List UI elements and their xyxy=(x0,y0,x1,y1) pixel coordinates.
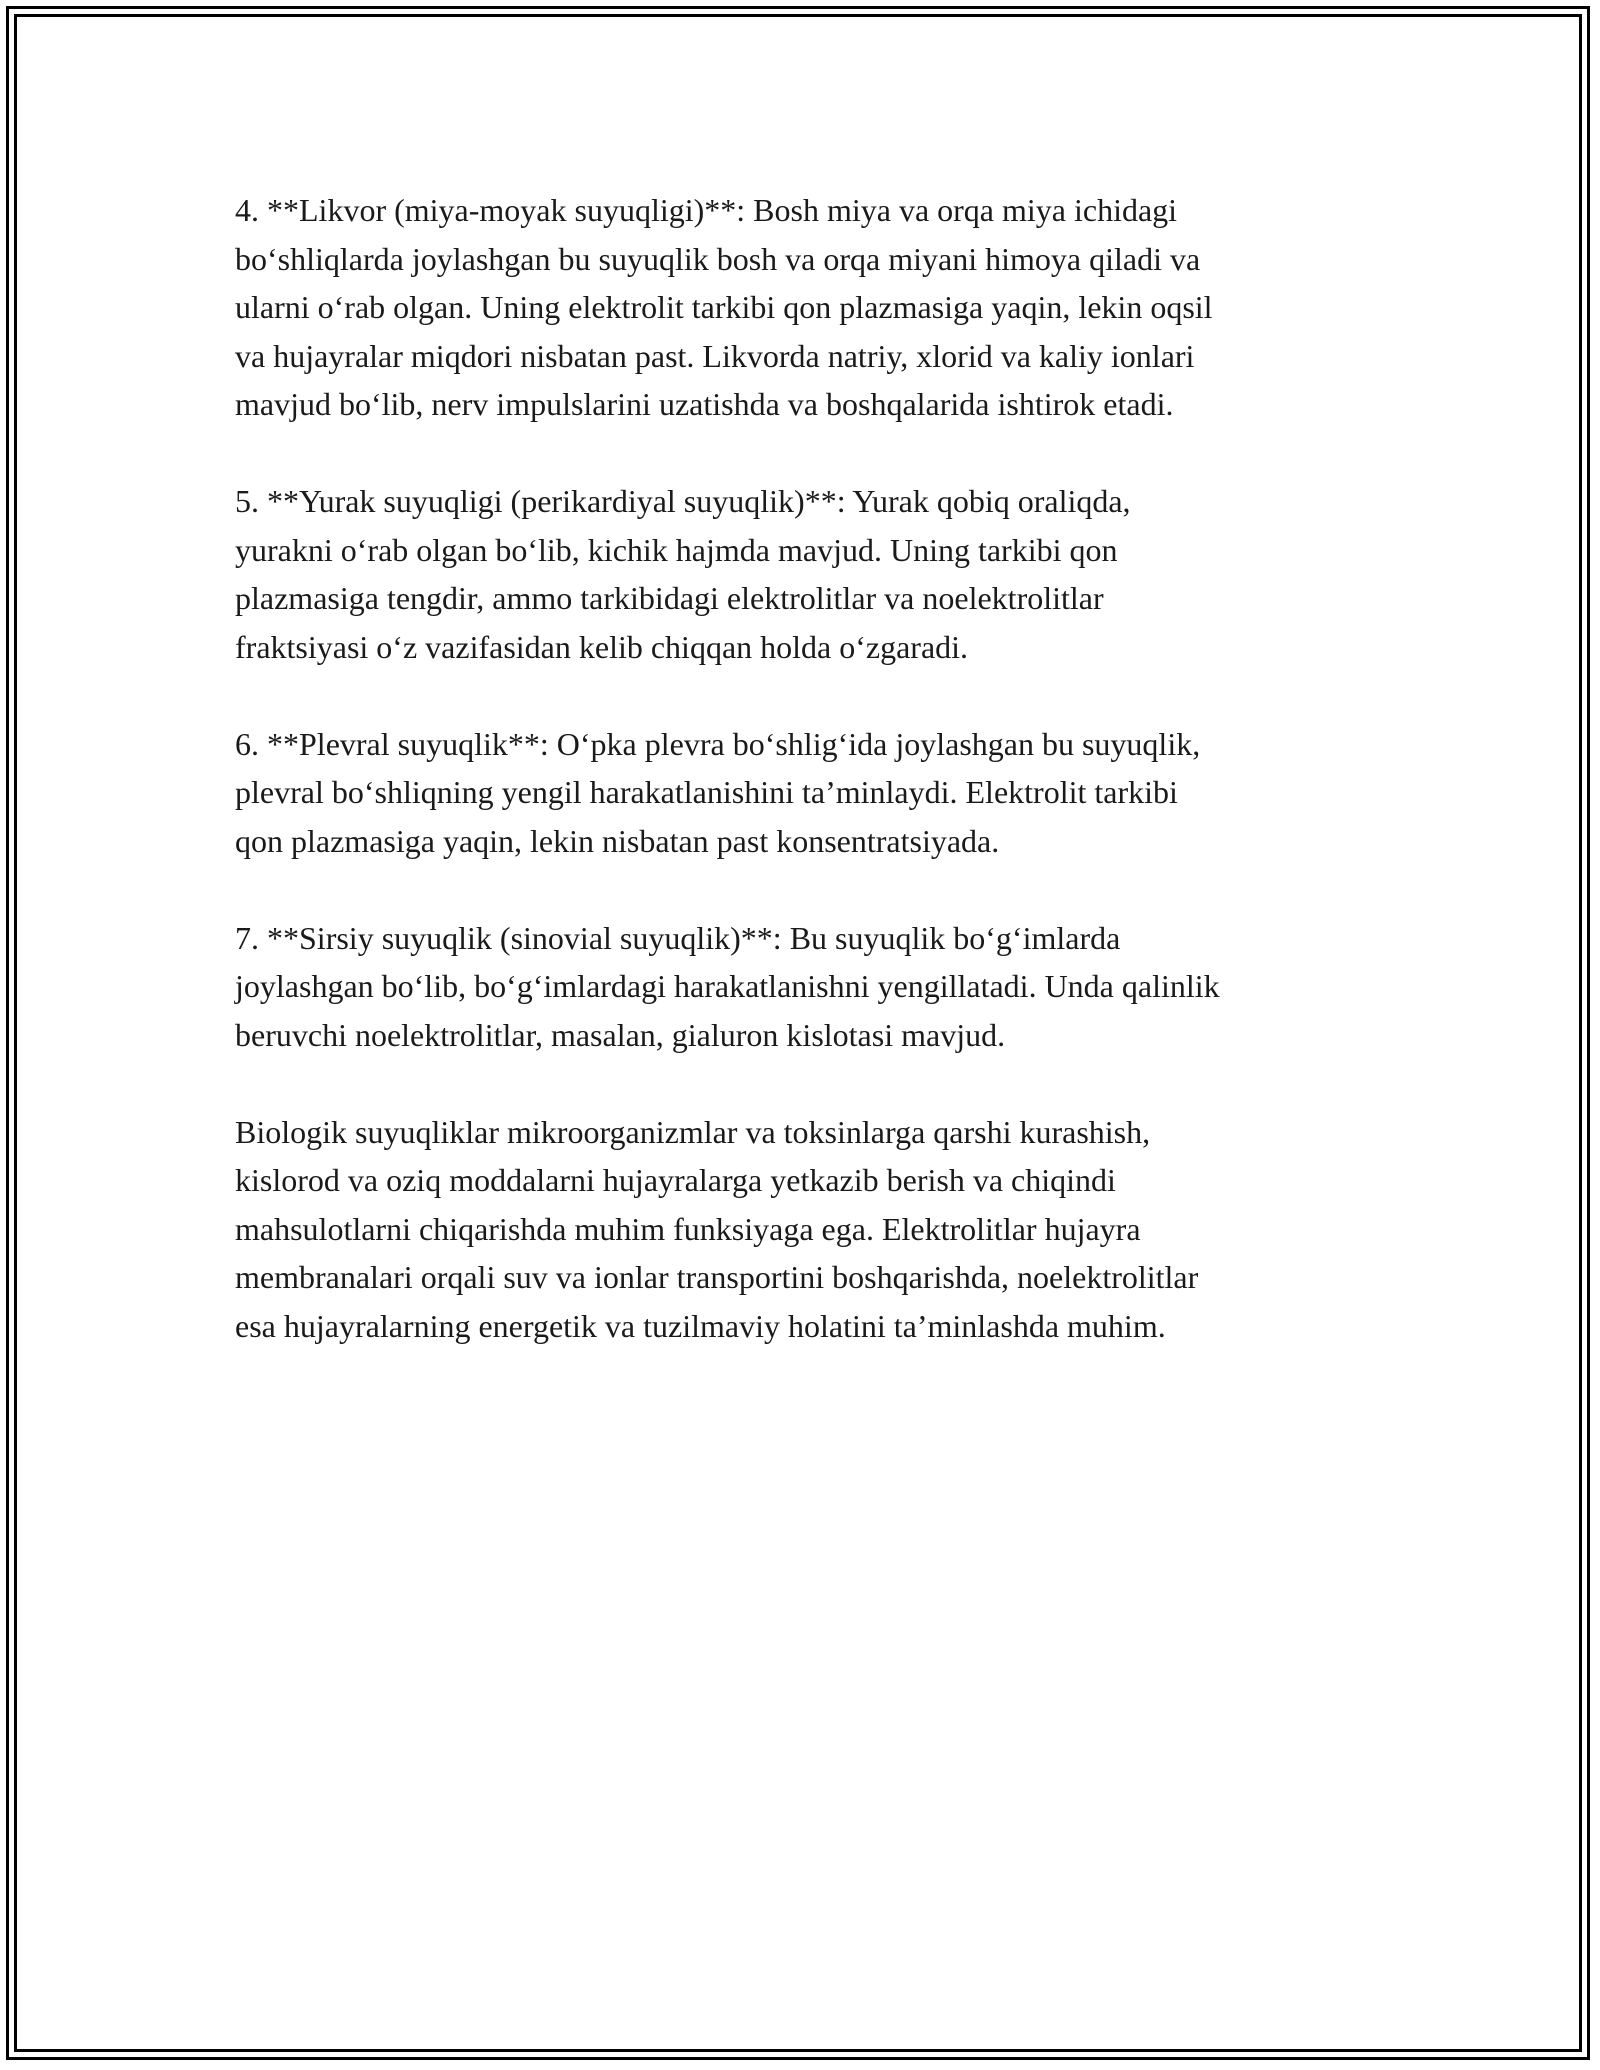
paragraph-likvor: 4. **Likvor (miya-moyak suyuqligi)**: Bosh miya va orqa miya ichidagi bo‘shliqlarda joylashgan bu suyuqlik bosh va orqa miyani himoya qiladi va ularni o‘rab olgan. Uning elektrolit tarkibi qon plazmasiga yaqin, lekin oqsil va hujayralar miqdori nisbatan past. Likvorda natriy, xlorid va kaliy ionlari mavjud bo‘lib, nerv impulslarini uzatishda va boshqalarida ishtirok etadi. xyxy=(235,192,1213,422)
paragraph-sinovial-suyuqlik: 7. **Sirsiy suyuqlik (sinovial suyuqlik)**: Bu suyuqlik bo‘g‘imlarda joylashgan bo‘lib, bo‘g‘imlardagi harakatlanishni yengillatadi. Unda qalinlik beruvchi noelektrolitlar, masalan, gialuron kislotasi mavjud. xyxy=(235,919,1220,1053)
document-body xyxy=(235,186,1375,1399)
paragraph-yurak-suyuqligi: 5. **Yurak suyuqligi (perikardiyal suyuqlik)**: Yurak qobiq oraliqda, yurakni o‘rab olgan bo‘lib, kichik hajmda mavjud. Uning tarkibi qon plazmasiga tengdir, ammo tarkibidagi elektrolitlar va noelektrolitlar fraktsiyasi o‘z vazifasidan kelib chiqqan holda o‘zgaradi. xyxy=(235,483,1131,665)
paragraph-plevral-suyuqlik: 6. **Plevral suyuqlik**: O‘pka plevra bo‘shlig‘ida joylashgan bu suyuqlik, plevral bo‘shliqning yengil harakatlanishini ta’minlaydi. Elektrolit tarkibi qon plazmasiga yaqin, lekin nisbatan past konsentratsiyada. xyxy=(235,725,1201,859)
paragraph-conclusion: Biologik suyuqliklar mikroorganizmlar va toksinlarga qarshi kurashish, kislorod va oziq moddalarni hujayralarga yetkazib berish va chiqindi mahsulotlarni chiqarishda muhim funksiyaga ega. Elektrolitlar hujayra membranalari orqali suv va ionlar transportini boshqarishda, noelektrolitlar esa hujayralarning energetik va tuzilmaviy holatini ta’minlashda muhim. xyxy=(235,1113,1199,1344)
